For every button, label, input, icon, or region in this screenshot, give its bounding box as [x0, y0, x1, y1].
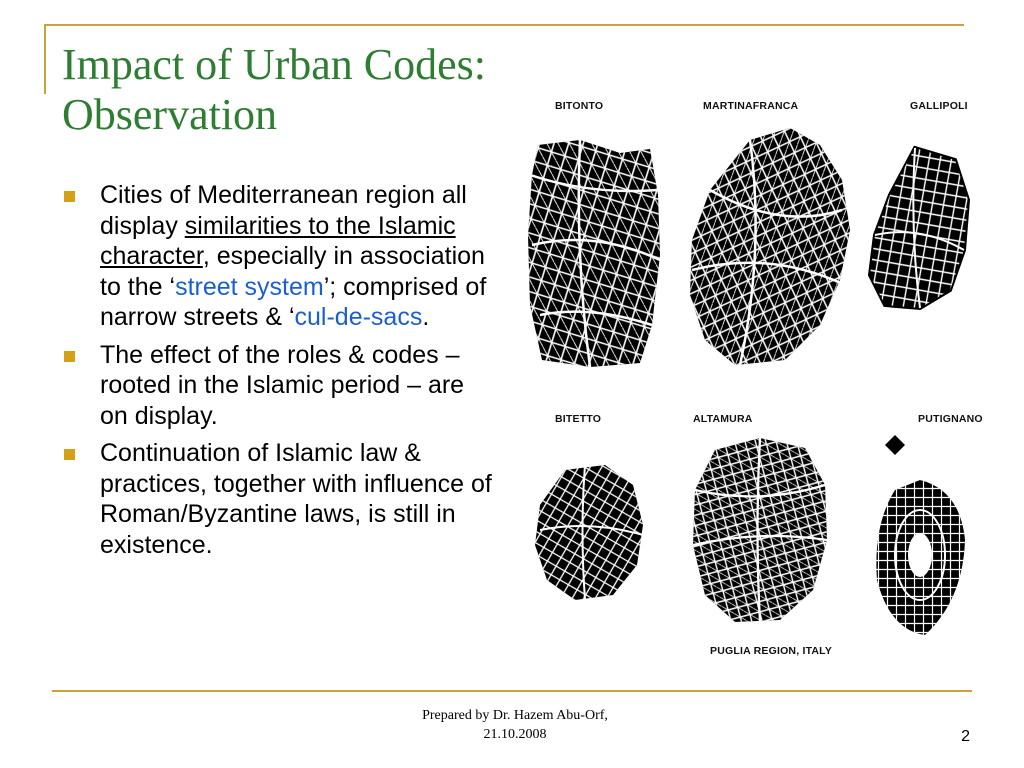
square-bullet-icon: [64, 351, 75, 362]
map-label-bitonto: BITONTO: [555, 100, 604, 112]
bullet-1-cul-de-sacs: cul-de-sacs: [294, 303, 423, 331]
bullet-1-street-system: street system: [175, 272, 324, 301]
bullet-item-1: [62, 180, 497, 333]
bullet-2-text: The effect of the roles & codes – rooted in the Islamic period – are on display.: [100, 340, 465, 430]
putignano-map: [865, 430, 975, 645]
bullet-list: [62, 180, 497, 567]
gallipoli-map: [860, 140, 975, 325]
slide-title-line1: Impact of Urban Codes:: [62, 40, 486, 89]
left-rule: [44, 24, 46, 94]
footer: [380, 706, 650, 744]
bullet-1-part7: .: [422, 303, 430, 331]
map-label-gallipoli: GALLIPOLI: [910, 100, 968, 112]
bottom-rule: [52, 690, 972, 692]
bullet-item-2: [62, 340, 497, 432]
bullet-item-3: [62, 438, 497, 560]
bitetto-map: [525, 450, 650, 605]
page-number: 2: [961, 728, 970, 745]
slide-title-line2: Observation: [62, 90, 278, 139]
bullet-1-underlined: similarities to the Islamic character: [100, 211, 456, 270]
bitonto-map: [520, 135, 670, 375]
altamura-map: [685, 430, 835, 630]
map-label-martinafranca: MARTINAFRANCA: [703, 100, 799, 112]
map-label-putignano: PUTIGNANO: [918, 413, 983, 425]
bullet-1-part1: Cities of Mediterranean region all display: [100, 181, 467, 240]
martinafranca-map: [680, 120, 855, 375]
footer-date: 21.10.2008: [483, 727, 547, 742]
footer-author: Prepared by Dr. Hazem Abu-Orf,: [422, 708, 608, 723]
map-label-altamura: ALTAMURA: [693, 413, 753, 425]
top-rule: [44, 24, 964, 26]
bullet-1-part5: ’; comprised of narrow streets & ‘: [100, 272, 487, 331]
map-caption-region: PUGLIA REGION, ITALY: [710, 645, 833, 657]
town-maps-figure: [515, 95, 983, 665]
square-bullet-icon: [64, 191, 75, 202]
bullet-3-text: Continuation of Islamic law & practices, together with influence of Roman/Byzantine laws, is still in existence.: [100, 439, 492, 559]
bullet-1-part3: , especially in association to the ‘: [100, 242, 485, 301]
map-label-bitetto: BITETTO: [555, 413, 602, 425]
square-bullet-icon: [64, 449, 75, 460]
